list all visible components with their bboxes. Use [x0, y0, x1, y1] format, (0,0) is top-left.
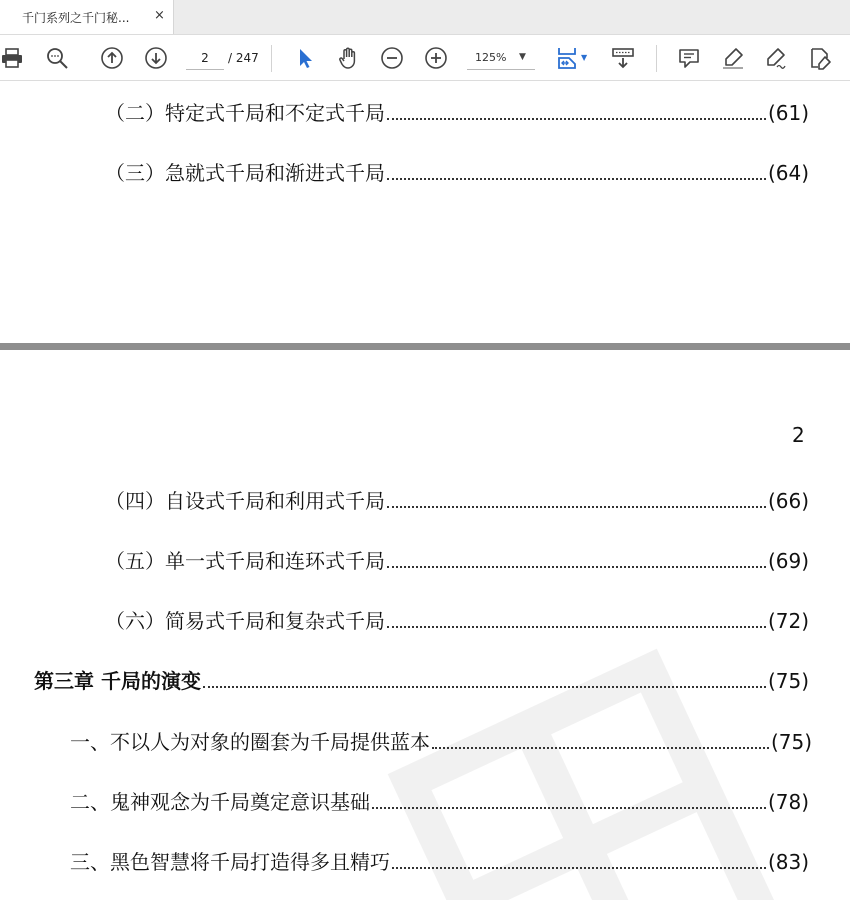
toc-entry-title: （六）简易式千局和复杂式千局 — [105, 609, 385, 633]
toc-entry-title: （三）急就式千局和渐进式千局 — [105, 161, 385, 185]
toc-entry-page: (66) — [767, 489, 809, 513]
highlight-icon[interactable] — [721, 46, 745, 70]
zoom-search-icon[interactable] — [45, 46, 69, 70]
toc-entry-title: 二、鬼神观念为千局奠定意识基础 — [70, 790, 370, 814]
toc-entry-title: （五）单一式千局和连环式千局 — [105, 549, 385, 573]
toc-entry-title: （二）特定式千局和不定式千局 — [105, 101, 385, 125]
fill-sign-icon[interactable] — [808, 46, 832, 70]
scroll-mode-icon[interactable] — [611, 46, 635, 70]
zoom-value: 125% — [475, 51, 507, 64]
toc-entry-title: （四）自设式千局和利用式千局 — [105, 489, 385, 513]
tab-title: 千门系列之千门秘... — [22, 11, 130, 25]
toc-entry[interactable] — [70, 786, 809, 815]
toc-entry[interactable] — [70, 726, 812, 755]
page-separator — [0, 343, 850, 350]
toc-chapter-entry[interactable] — [34, 665, 809, 694]
toc-entry-title: 一、不以人为对象的圈套为千局提供蓝本 — [70, 730, 430, 754]
zoom-out-icon[interactable] — [380, 46, 404, 70]
toc-leader — [432, 747, 769, 749]
toc-entry-page: (75) — [767, 669, 809, 693]
page-number-input[interactable] — [186, 47, 224, 70]
toc-entry-page: (61) — [767, 101, 809, 125]
zoom-in-icon[interactable] — [424, 46, 448, 70]
comment-icon[interactable] — [677, 46, 701, 70]
toolbar-divider — [656, 45, 657, 72]
sign-icon[interactable] — [764, 46, 788, 70]
prev-page-icon[interactable] — [100, 46, 124, 70]
toc-entry-page: (83) — [767, 850, 809, 874]
toc-entry[interactable] — [70, 846, 809, 875]
next-page-icon[interactable] — [144, 46, 168, 70]
toc-entry-page: (69) — [767, 549, 809, 573]
close-icon[interactable]: × — [154, 8, 165, 23]
fit-width-icon[interactable] — [555, 46, 579, 70]
document-viewport[interactable] — [0, 81, 850, 900]
toc-chapter-title: 第三章 千局的演变 — [34, 669, 201, 693]
document-tab[interactable] — [0, 0, 174, 34]
chevron-down-icon: ▼ — [519, 52, 526, 62]
toc-entry[interactable] — [105, 157, 809, 186]
print-icon[interactable] — [0, 46, 24, 70]
toolbar — [0, 34, 850, 81]
toc-entry-page: (64) — [767, 161, 809, 185]
toc-leader — [387, 626, 766, 628]
select-tool-icon[interactable] — [294, 46, 318, 70]
toc-leader — [392, 867, 766, 869]
toc-entry[interactable] — [105, 605, 809, 634]
toc-entry-title: 三、黑色智慧将千局打造得多且精巧 — [70, 850, 390, 874]
toc-leader — [387, 566, 766, 568]
hand-tool-icon[interactable] — [336, 46, 360, 70]
page-number: 2 — [792, 423, 805, 447]
toc-leader — [387, 118, 766, 120]
tab-bar — [0, 0, 850, 34]
toc-entry[interactable] — [105, 97, 809, 126]
toc-leader — [387, 178, 766, 180]
fit-dropdown-caret-icon[interactable]: ▼ — [581, 53, 588, 62]
toolbar-divider — [271, 45, 272, 72]
page-total: / 247 — [228, 51, 259, 65]
toc-entry[interactable] — [105, 485, 809, 514]
toc-entry-page: (75) — [770, 730, 812, 754]
zoom-select[interactable] — [467, 47, 535, 70]
toc-entry[interactable] — [105, 545, 809, 574]
toc-entry-page: (72) — [767, 609, 809, 633]
toc-entry-page: (78) — [767, 790, 809, 814]
toc-leader — [203, 686, 766, 688]
toc-leader — [372, 807, 766, 809]
toc-leader — [387, 506, 766, 508]
